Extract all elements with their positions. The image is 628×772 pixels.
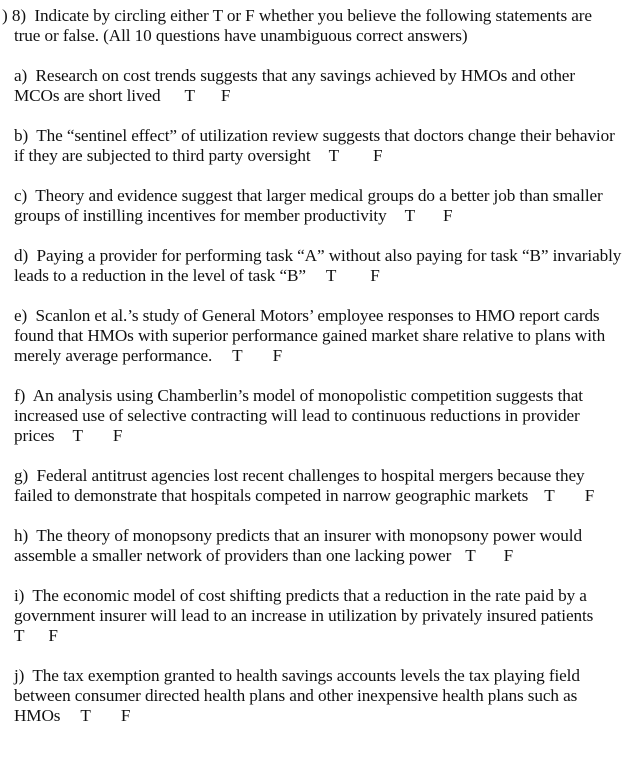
- statement-c-line-2: [14, 206, 452, 226]
- statement-d-true-option[interactable]: T: [325, 266, 337, 285]
- statement-g-text: failed to demonstrate that hospitals competed in narrow geographic markets: [14, 486, 529, 505]
- statement-f-line-2: increased use of selective contracting will lead to continuous reductions in provider: [14, 406, 580, 425]
- statement-b-line-1: b) The “sentinel effect” of utilization review suggests that doctors change their behavior: [14, 126, 615, 145]
- statement-i-line-3: [14, 626, 58, 646]
- statement-f-false-option[interactable]: F: [112, 426, 123, 445]
- statement-f-text: prices: [14, 426, 55, 445]
- statement-f-line-3: [14, 426, 122, 446]
- statement-d-false-option[interactable]: F: [370, 266, 380, 285]
- statement-a-true-option[interactable]: T: [184, 86, 195, 105]
- statement-j-line-3: [14, 706, 130, 726]
- statement-b-false-option[interactable]: F: [372, 146, 383, 165]
- statement-i-false-option[interactable]: F: [48, 626, 58, 645]
- statement-e-text: merely average performance.: [14, 346, 213, 365]
- statement-j-true-option[interactable]: T: [80, 706, 91, 725]
- statement-j-line-2: between consumer directed health plans and other inexpensive health plans such as: [14, 686, 578, 705]
- statement-j-false-option[interactable]: F: [120, 706, 131, 725]
- statement-i-line-1: i) The economic model of cost shifting predicts that a reduction in the rate paid by a: [14, 586, 587, 605]
- statement-e-line-3: [14, 346, 282, 366]
- statement-g-false-option[interactable]: F: [584, 486, 595, 505]
- statement-a-line-2: [14, 86, 230, 106]
- statement-a-line-1: a) Research on cost trends suggests that any savings achieved by HMOs and other: [14, 66, 575, 85]
- question-header-line-1: ) 8) Indicate by circling either T or F whether you believe the following statements are: [2, 6, 592, 25]
- statement-b-true-option[interactable]: T: [328, 146, 339, 165]
- statement-f-line-1: f) An analysis using Chamberlin’s model of monopolistic competition suggests that: [14, 386, 583, 405]
- statement-g-true-option[interactable]: T: [544, 486, 555, 505]
- statement-c-false-option[interactable]: F: [442, 206, 453, 225]
- statement-j-line-1: j) The tax exemption granted to health savings accounts levels the tax playing field: [14, 666, 580, 685]
- statement-h-line-1: h) The theory of monopsony predicts that an insurer with monopsony power would: [14, 526, 582, 545]
- statement-c-line-1: c) Theory and evidence suggest that larger medical groups do a better job than smaller: [14, 186, 603, 205]
- statement-i-true-option[interactable]: T: [14, 626, 25, 645]
- statement-h-line-2: [14, 546, 513, 566]
- statement-c-text: groups of instilling incentives for member productivity: [14, 206, 387, 225]
- statement-d-line-2: [14, 266, 380, 286]
- statement-f-true-option[interactable]: T: [72, 426, 83, 445]
- statement-g-line-1: g) Federal antitrust agencies lost recent challenges to hospital mergers because they: [14, 466, 585, 485]
- statement-b-line-2: [14, 146, 382, 166]
- statement-a-text: MCOs are short lived: [14, 86, 161, 105]
- question-header-line-2: true or false. (All 10 questions have unambiguous correct answers): [14, 26, 468, 45]
- statement-e-true-option[interactable]: T: [232, 346, 243, 365]
- statement-e-false-option[interactable]: F: [272, 346, 283, 365]
- statement-h-true-option[interactable]: T: [465, 546, 476, 565]
- statement-d-line-1: d) Paying a provider for performing task “A” without also paying for task “B” invariably: [14, 246, 622, 265]
- statement-i-line-2: government insurer will lead to an increase in utilization by privately insured patients: [14, 606, 594, 625]
- statement-c-true-option[interactable]: T: [404, 206, 415, 225]
- statement-g-line-2: [14, 486, 594, 506]
- statement-h-text: assemble a smaller network of providers than one lacking power: [14, 546, 452, 565]
- statement-b-text: if they are subjected to third party oversight: [14, 146, 311, 165]
- statement-j-text: HMOs: [14, 706, 61, 725]
- statement-d-text: leads to a reduction in the level of task “B”: [14, 266, 306, 285]
- statement-e-line-1: e) Scanlon et al.’s study of General Motors’ employee responses to HMO report cards: [14, 306, 600, 325]
- statement-e-line-2: found that HMOs with superior performance gained market share relative to plans with: [14, 326, 606, 345]
- statement-a-false-option[interactable]: F: [220, 86, 231, 105]
- statement-h-false-option[interactable]: F: [503, 546, 514, 565]
